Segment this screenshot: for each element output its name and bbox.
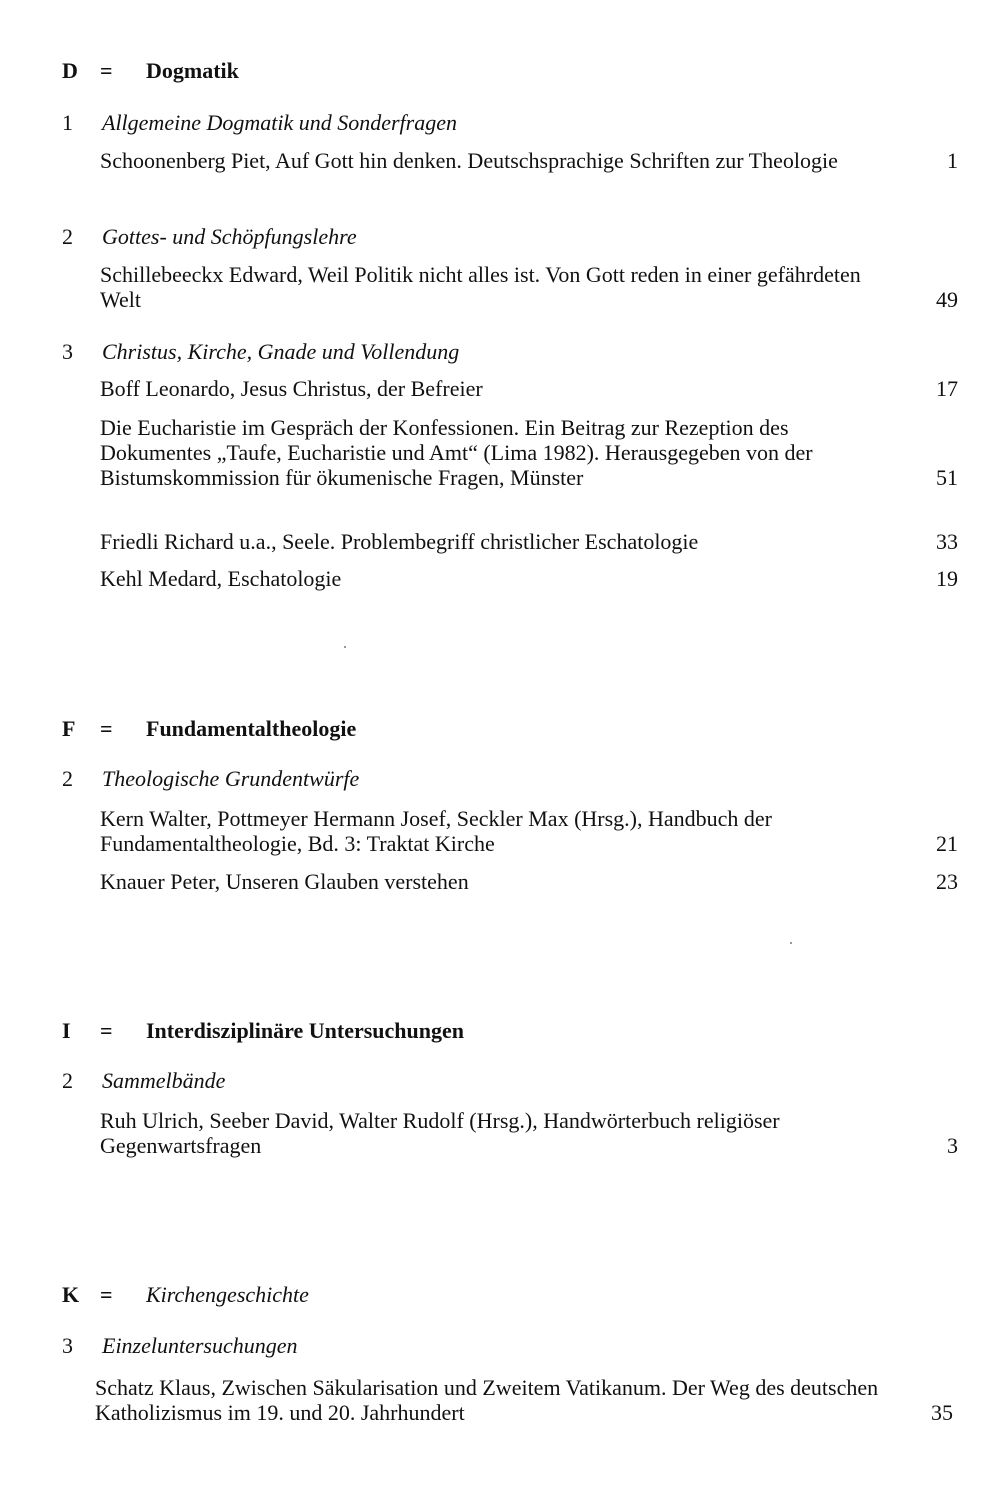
entry-page-number: 3 bbox=[947, 1133, 958, 1158]
section-heading-fundamentaltheologie bbox=[62, 716, 356, 742]
subsection-heading bbox=[62, 766, 359, 792]
section-heading-kirchengeschichte bbox=[62, 1282, 309, 1308]
section-title: Interdisziplinäre Untersuchungen bbox=[146, 1018, 465, 1043]
entry-text: Boff Leonardo, Jesus Christus, der Befreier bbox=[100, 376, 483, 401]
index-entry bbox=[100, 806, 960, 856]
section-heading-dogmatik bbox=[62, 58, 239, 84]
entry-page-number: 33 bbox=[936, 529, 958, 554]
subsection-heading bbox=[62, 1068, 225, 1094]
entry-page-number: 49 bbox=[936, 287, 958, 312]
section-letter: I bbox=[62, 1018, 71, 1043]
subsection-number: 3 bbox=[62, 1333, 73, 1358]
entry-text: Schillebeeckx Edward, Weil Politik nicht alles ist. Von Gott reden in einer gefährdeten Welt bbox=[100, 262, 861, 312]
entry-text: Knauer Peter, Unseren Glauben verstehen bbox=[100, 869, 469, 894]
index-entry bbox=[95, 1375, 955, 1425]
scan-speck bbox=[790, 942, 792, 944]
entry-text: Schoonenberg Piet, Auf Gott hin denken. Deutschsprachige Schriften zur Theologie bbox=[100, 148, 838, 173]
subsection-number: 3 bbox=[62, 339, 73, 364]
scan-speck bbox=[344, 646, 346, 648]
index-entry bbox=[100, 566, 960, 591]
section-letter: F bbox=[62, 716, 76, 741]
index-entry bbox=[100, 1108, 960, 1158]
entry-text: Kern Walter, Pottmeyer Hermann Josef, Seckler Max (Hrsg.), Handbuch der Fundamentaltheologie, Bd. 3: Traktat Kirche bbox=[100, 806, 773, 856]
entry-page-number: 23 bbox=[936, 869, 958, 894]
subsection-label: Theologische Grundentwürfe bbox=[102, 766, 360, 791]
section-dash: = bbox=[100, 1282, 113, 1307]
entry-page-number: 17 bbox=[936, 376, 958, 401]
index-entry bbox=[100, 869, 960, 894]
subsection-heading bbox=[62, 1333, 298, 1359]
section-dash: = bbox=[100, 1018, 113, 1043]
entry-text: Die Eucharistie im Gespräch der Konfessionen. Ein Beitrag zur Rezeption des Dokumentes „Taufe, Eucharistie und Amt“ (Lima 1982). Herausgegeben von der Bistumskommission für ökumenische Fragen, Münster bbox=[100, 415, 813, 490]
entry-text: Friedli Richard u.a., Seele. Problembegriff christlicher Eschatologie bbox=[100, 529, 699, 554]
entry-text: Ruh Ulrich, Seeber David, Walter Rudolf (Hrsg.), Handwörterbuch religiöser Gegenwartsfragen bbox=[100, 1108, 780, 1158]
subsection-heading bbox=[62, 339, 459, 365]
entry-text: Kehl Medard, Eschatologie bbox=[100, 566, 342, 591]
index-entry bbox=[100, 262, 960, 312]
entry-page-number: 35 bbox=[931, 1400, 953, 1425]
index-entry bbox=[100, 148, 960, 173]
subsection-label: Christus, Kirche, Gnade und Vollendung bbox=[102, 339, 460, 364]
subsection-heading bbox=[62, 110, 457, 136]
section-heading-interdisziplinaere-untersuchungen bbox=[62, 1018, 464, 1044]
index-entry bbox=[100, 415, 960, 490]
section-title: Fundamentaltheologie bbox=[146, 716, 357, 741]
entry-page-number: 19 bbox=[936, 566, 958, 591]
section-title: Kirchengeschichte bbox=[146, 1282, 309, 1307]
subsection-label: Gottes- und Schöpfungslehre bbox=[102, 224, 357, 249]
subsection-heading bbox=[62, 224, 357, 250]
index-entry bbox=[100, 376, 960, 401]
section-title: Dogmatik bbox=[146, 58, 239, 83]
entry-text: Schatz Klaus, Zwischen Säkularisation und Zweitem Vatikanum. Der Weg des deutschen Katholizismus im 19. und 20. Jahrhundert bbox=[95, 1375, 879, 1425]
subsection-label: Einzeluntersuchungen bbox=[102, 1333, 298, 1358]
subsection-label: Allgemeine Dogmatik und Sonderfragen bbox=[102, 110, 457, 135]
entry-page-number: 51 bbox=[936, 465, 958, 490]
subsection-number: 1 bbox=[62, 110, 73, 135]
subsection-number: 2 bbox=[62, 1068, 73, 1093]
entry-page-number: 1 bbox=[947, 148, 958, 173]
entry-page-number: 21 bbox=[936, 831, 958, 856]
subsection-label: Sammelbände bbox=[102, 1068, 226, 1093]
section-letter: D bbox=[62, 58, 78, 83]
subsection-number: 2 bbox=[62, 224, 73, 249]
section-dash: = bbox=[100, 58, 113, 83]
index-entry bbox=[100, 529, 960, 554]
section-dash: = bbox=[100, 716, 113, 741]
section-letter: K bbox=[62, 1282, 80, 1307]
subsection-number: 2 bbox=[62, 766, 73, 791]
